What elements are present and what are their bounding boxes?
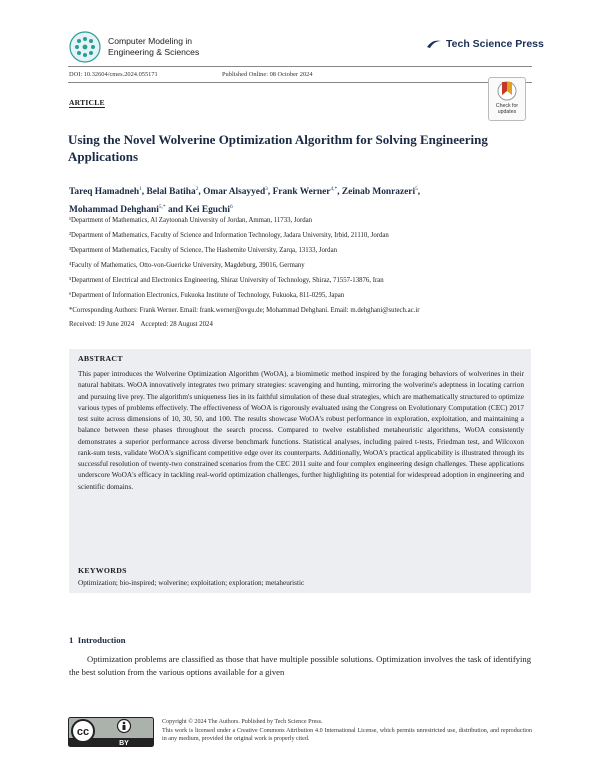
author-name[interactable]: Omar Alsayyed [203,187,266,198]
meta-rule [68,82,532,83]
bookmark-icon [489,78,525,104]
doi-text[interactable]: DOI: 10.32604/cmes.2024.055171 [69,71,158,78]
journal-logo-icon [68,30,102,64]
author-sup: 1 [139,186,142,192]
keywords-text: Optimization; bio-inspired; wolverine; exploitation; exploration; metaheuristic [78,579,305,587]
author-sup: 4,* [330,186,338,192]
affiliation: ⁶Department of Information Electronics, Fukuoka Institute of Technology, Fukuoka, 811-0295, Japan [69,292,345,299]
keywords-heading: KEYWORDS [78,566,127,575]
abstract-heading: ABSTRACT [78,354,123,363]
publisher-swoosh-icon [426,38,442,50]
author-name[interactable]: Kei Eguchi [185,204,230,215]
publisher-logo [426,38,544,50]
corresponding-authors: *Corresponding Authors: Frank Werner. Email: frank.werner@ovgu.de; Mohammad Dehghani. Email: m.dehghani@sutech.ac.ir [69,307,420,314]
affiliation: ²Department of Mathematics, Faculty of Science and Information Technology, Jadara University, Irbid, 21110, Jordan [69,232,389,239]
author-sup: 2 [195,186,199,192]
published-date: Published Online: 08 October 2024 [222,71,313,78]
cc-label: BY [119,740,129,747]
author-sup: 6 [229,203,233,210]
publisher-name: Tech Science Press [446,38,544,50]
cc-by-license-icon[interactable] [68,717,154,747]
copyright-line: Copyright © 2024 The Authors. Published by Tech Science Press. [162,719,323,725]
author-name[interactable]: Zeinab Monrazeri [341,187,416,198]
license-line: This work is licensed under a Creative Commons Attribution 4.0 International License, which permits unrestricted use, distribution, and reproduction in any medium, provided the original work is properly cited. [162,727,532,743]
affiliation: ¹Department of Mathematics, Al Zaytoonah University of Jordan, Amman, 11733, Jordan [69,217,313,224]
introduction-paragraph: Optimization problems are classified as those that have multiple possible solutions. Optimization involves the task of identifying the best solution from the various options available for a given [69,654,531,677]
affiliation: ⁴Faculty of Mathematics, Otto-von-Guericke University, Magdeburg, 39016, Germany [69,262,305,269]
author-name[interactable]: Belal Batiha [146,187,196,198]
author-sup: 5,* [158,203,166,210]
journal-name-line2: Engineering & Sciences [108,47,200,57]
header-rule [68,66,532,67]
affiliation: ⁵Department of Electrical and Electronics Engineering, Shiraz University of Technology, Shiraz, 71557-13876, Iran [69,277,384,284]
author-name[interactable]: Tareq Hamadneh [69,187,140,198]
author-name[interactable]: Mohammad Dehghani [69,204,159,215]
badge-line1: Check for [495,103,519,109]
journal-name [108,36,199,58]
article-title: Using the Novel Wolverine Optimization Algorithm for Solving Engineering Applications [68,132,488,164]
author-sup: 5 [415,186,418,192]
section-heading: 1 Introduction [69,635,126,645]
svg-text:cc: cc [76,726,90,738]
copyright-footer [162,718,532,744]
author-sup: 3 [265,186,268,192]
check-for-updates-badge[interactable] [488,77,526,121]
journal-name-line1: Computer Modeling in [108,36,193,46]
badge-line2: updates [497,109,517,115]
author-list: Tareq Hamadneh$^1$, Belal Batiha$^2$, Omar Alsayyed$^3$, Frank Werner$^{4,*}$, Zeinab Monrazeri$^5$, Mohammad Dehghani$^{5,*}$ and Kei Eguchi$^6$ [69,186,421,215]
received-accepted-dates: Received: 19 June 2024 Accepted: 28 August 2024 [69,321,213,328]
introduction-body [69,653,531,679]
abstract-text: This paper introduces the Wolverine Optimization Algorithm (WoOA), a biomimetic method inspired by the foraging behaviors of wolverines in their natural habitats. WoOA innovatively integrates two primary strategies: scavenging and hunting, mirroring the wolverine's adeptness in locating carrion and pursuing live prey. The algorithm's uniqueness lies in its faithful simulation of these dual strategies, which are mathematically structured to optimize various types of problems effectively. The effectiveness of WoOA is rigorously evaluated using the Congress on Evolutionary Computation (CEC) 2017 test suite across dimensions of 10, 30, 50, and 100. The results showcase WoOA's robust performance in exploration, exploitation, and maintaining a balance between these phases throughout the search process. Compared to twelve established metaheuristic algorithms, WoOA consistently demonstrates a superior performance across diverse benchmark functions. Statistical analyses, including paired t-tests, Friedman test, and Wilcoxon rank-sum tests, validate WoOA's significant competitive edge over its counterparts. Additionally, WoOA's practical applicability is illustrated through its successful resolution of twenty-two constrained scenarios from the CEC 2011 suite and four complex engineering design challenges. These applications underscore WoOA's efficacy in tackling real-world optimization challenges, further highlighting its potential for widespread adoption in engineering and scientific domains. [78,369,524,491]
author-name[interactable]: Frank Werner [272,187,331,198]
affiliation: ³Department of Mathematics, Faculty of Science, The Hashemite University, Zarqa, 13133, Jordan [69,247,337,254]
article-label: ARTICLE [69,98,105,107]
